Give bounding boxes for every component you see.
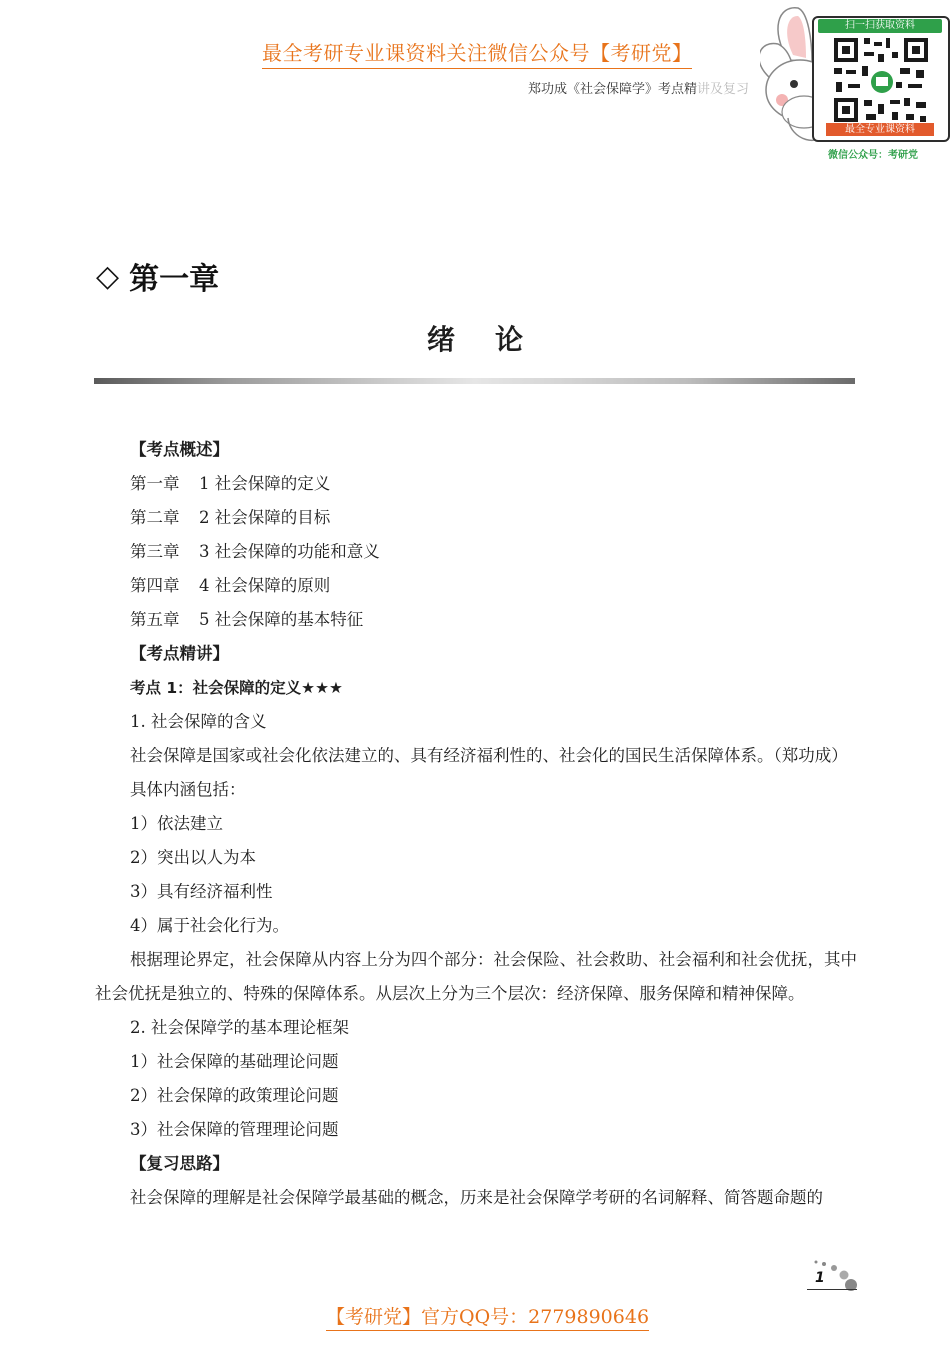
detail-heading: 【考点精讲】 [130, 644, 229, 663]
qr-bottom-label: 最全专业课资料 [826, 123, 934, 136]
connotation-item: 2）突出以人为本 [130, 848, 256, 867]
subsection-heading: 2. 社会保障学的基本理论框架 [130, 1018, 349, 1037]
qr-top-label: 扫一扫获取资料 [818, 19, 942, 33]
promo-banner-bottom: 【考研党】官方QQ号：2779890646 [326, 1302, 649, 1331]
running-header [528, 78, 749, 97]
overview-item: 第三章 3 社会保障的功能和意义 [130, 542, 380, 561]
framework-item: 3）社会保障的管理理论问题 [130, 1120, 339, 1139]
diamond-icon: ◇ [96, 258, 120, 294]
main-content [95, 437, 857, 1219]
overview-item: 第五章 5 社会保障的基本特征 [130, 610, 364, 629]
framework-item: 2）社会保障的政策理论问题 [130, 1086, 339, 1105]
connotation-item: 4）属于社会化行为。 [130, 916, 289, 935]
overview-item: 第二章 2 社会保障的目标 [130, 508, 331, 527]
title-divider [94, 378, 855, 384]
page-number-rule [807, 1289, 857, 1290]
review-paragraph: 社会保障的理解是社会保障学最基础的概念，历来是社会保障学考研的名词解释、简答题命题的 [130, 1188, 823, 1207]
page-number: 1 [815, 1270, 825, 1286]
chapter-heading [96, 254, 219, 298]
classification-paragraph: 根据理论界定，社会保障从内容上分为四个部分：社会保险、社会救助、社会福利和社会优抚，其中社会优抚是独立的、特殊的保障体系。从层次上分为三个层次：经济保障、服务保障和精神保障。 [95, 950, 857, 1003]
key-point-heading: 考点 1：社会保障的定义★★★ [130, 679, 343, 697]
definition-paragraph: 社会保障是国家或社会化依法建立的、具有经济福利性的、社会化的国民生活保障体系。（郑功成） [130, 746, 848, 765]
review-heading: 【复习思路】 [130, 1154, 229, 1173]
running-header-faded: 讲及复习 [697, 82, 750, 97]
qr-caption: 微信公众号：考研党 [828, 150, 918, 161]
framework-item: 1）社会保障的基础理论问题 [130, 1052, 339, 1071]
connotation-intro: 具体内涵包括： [130, 780, 246, 799]
overview-heading: 【考点概述】 [130, 440, 229, 459]
subsection-heading: 1. 社会保障的含义 [130, 712, 267, 731]
overview-item: 第一章 1 社会保障的定义 [130, 474, 331, 493]
connotation-item: 3）具有经济福利性 [130, 882, 273, 901]
running-header-text: 郑功成《社会保障学》考点精 [528, 82, 698, 97]
chapter-label: 第一章 [129, 262, 220, 297]
qr-code-icon [816, 20, 946, 138]
promo-banner-top: 最全考研专业课资料关注微信公众号【考研党】 [262, 37, 692, 69]
connotation-item: 1）依法建立 [130, 814, 223, 833]
overview-item: 第四章 4 社会保障的原则 [130, 576, 331, 595]
chapter-title: 绪论 [426, 323, 563, 356]
